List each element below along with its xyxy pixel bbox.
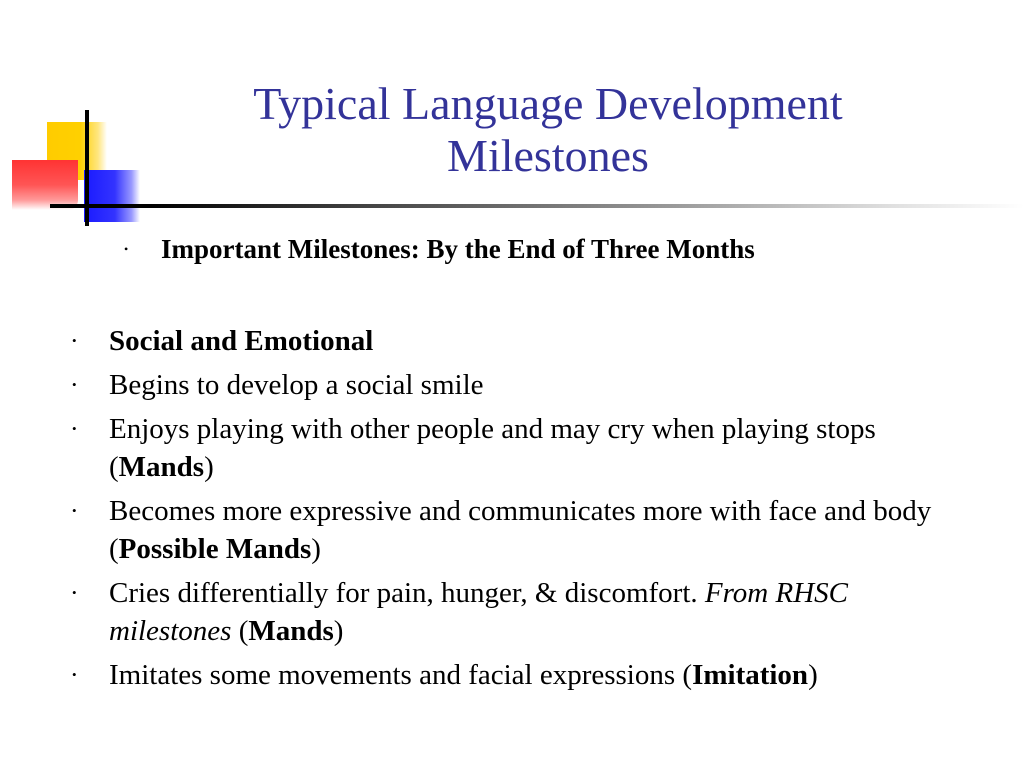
list-item-tag: Mands: [118, 451, 205, 483]
list-item: [68, 574, 968, 650]
subheading-text: Important Milestones: By the End of Three Months: [161, 234, 755, 264]
list-item: [68, 410, 968, 486]
bullet-icon: •: [72, 333, 77, 348]
list-item: [68, 492, 968, 568]
list-item-text: Cries differentially for pain, hunger, & discomfort.: [109, 577, 705, 609]
decor-red-square: [12, 160, 78, 210]
list-item-tag: Mands: [248, 615, 334, 647]
list-item: [68, 322, 968, 360]
title-underline: [150, 204, 1024, 208]
decor-blue-square: [84, 170, 140, 222]
milestone-list: [68, 322, 968, 700]
list-item-text-end: ): [204, 451, 214, 483]
list-item-text-end: ): [333, 615, 344, 647]
subheading-list: [118, 232, 755, 266]
list-item-text: Begins to develop a social smile: [109, 369, 484, 401]
list-item-text-end: ): [311, 533, 321, 565]
bullet-icon: •: [72, 585, 77, 600]
list-item-text: Imitates some movements and facial expressions (: [109, 659, 693, 691]
category-heading: Social and Emotional: [109, 325, 374, 357]
subheading-item: [118, 232, 755, 266]
bullet-icon: •: [72, 421, 77, 436]
list-item-tag: Possible Mands: [118, 533, 312, 565]
slide-title: Typical Language Development Milestones: [253, 78, 843, 181]
bullet-icon: •: [72, 667, 77, 682]
list-item-text: Enjoys playing with other people and may cry when playing stops (: [109, 413, 876, 483]
list-item-tag: Imitation: [692, 659, 809, 691]
list-item-text-end: ): [808, 659, 818, 691]
decor-horizontal-line: [50, 204, 150, 208]
bullet-icon: •: [72, 503, 77, 518]
bullet-icon: •: [124, 242, 129, 256]
slide-decoration: [0, 0, 160, 240]
list-item-source: From RHSC milestones: [109, 577, 848, 647]
list-item-text: Becomes more expressive and communicates more with face and body (: [109, 495, 932, 565]
decor-vertical-line: [85, 110, 89, 226]
bullet-icon: •: [72, 377, 77, 392]
list-item-text-mid: (: [231, 615, 249, 647]
list-item: [68, 656, 968, 694]
list-item: [68, 366, 968, 404]
